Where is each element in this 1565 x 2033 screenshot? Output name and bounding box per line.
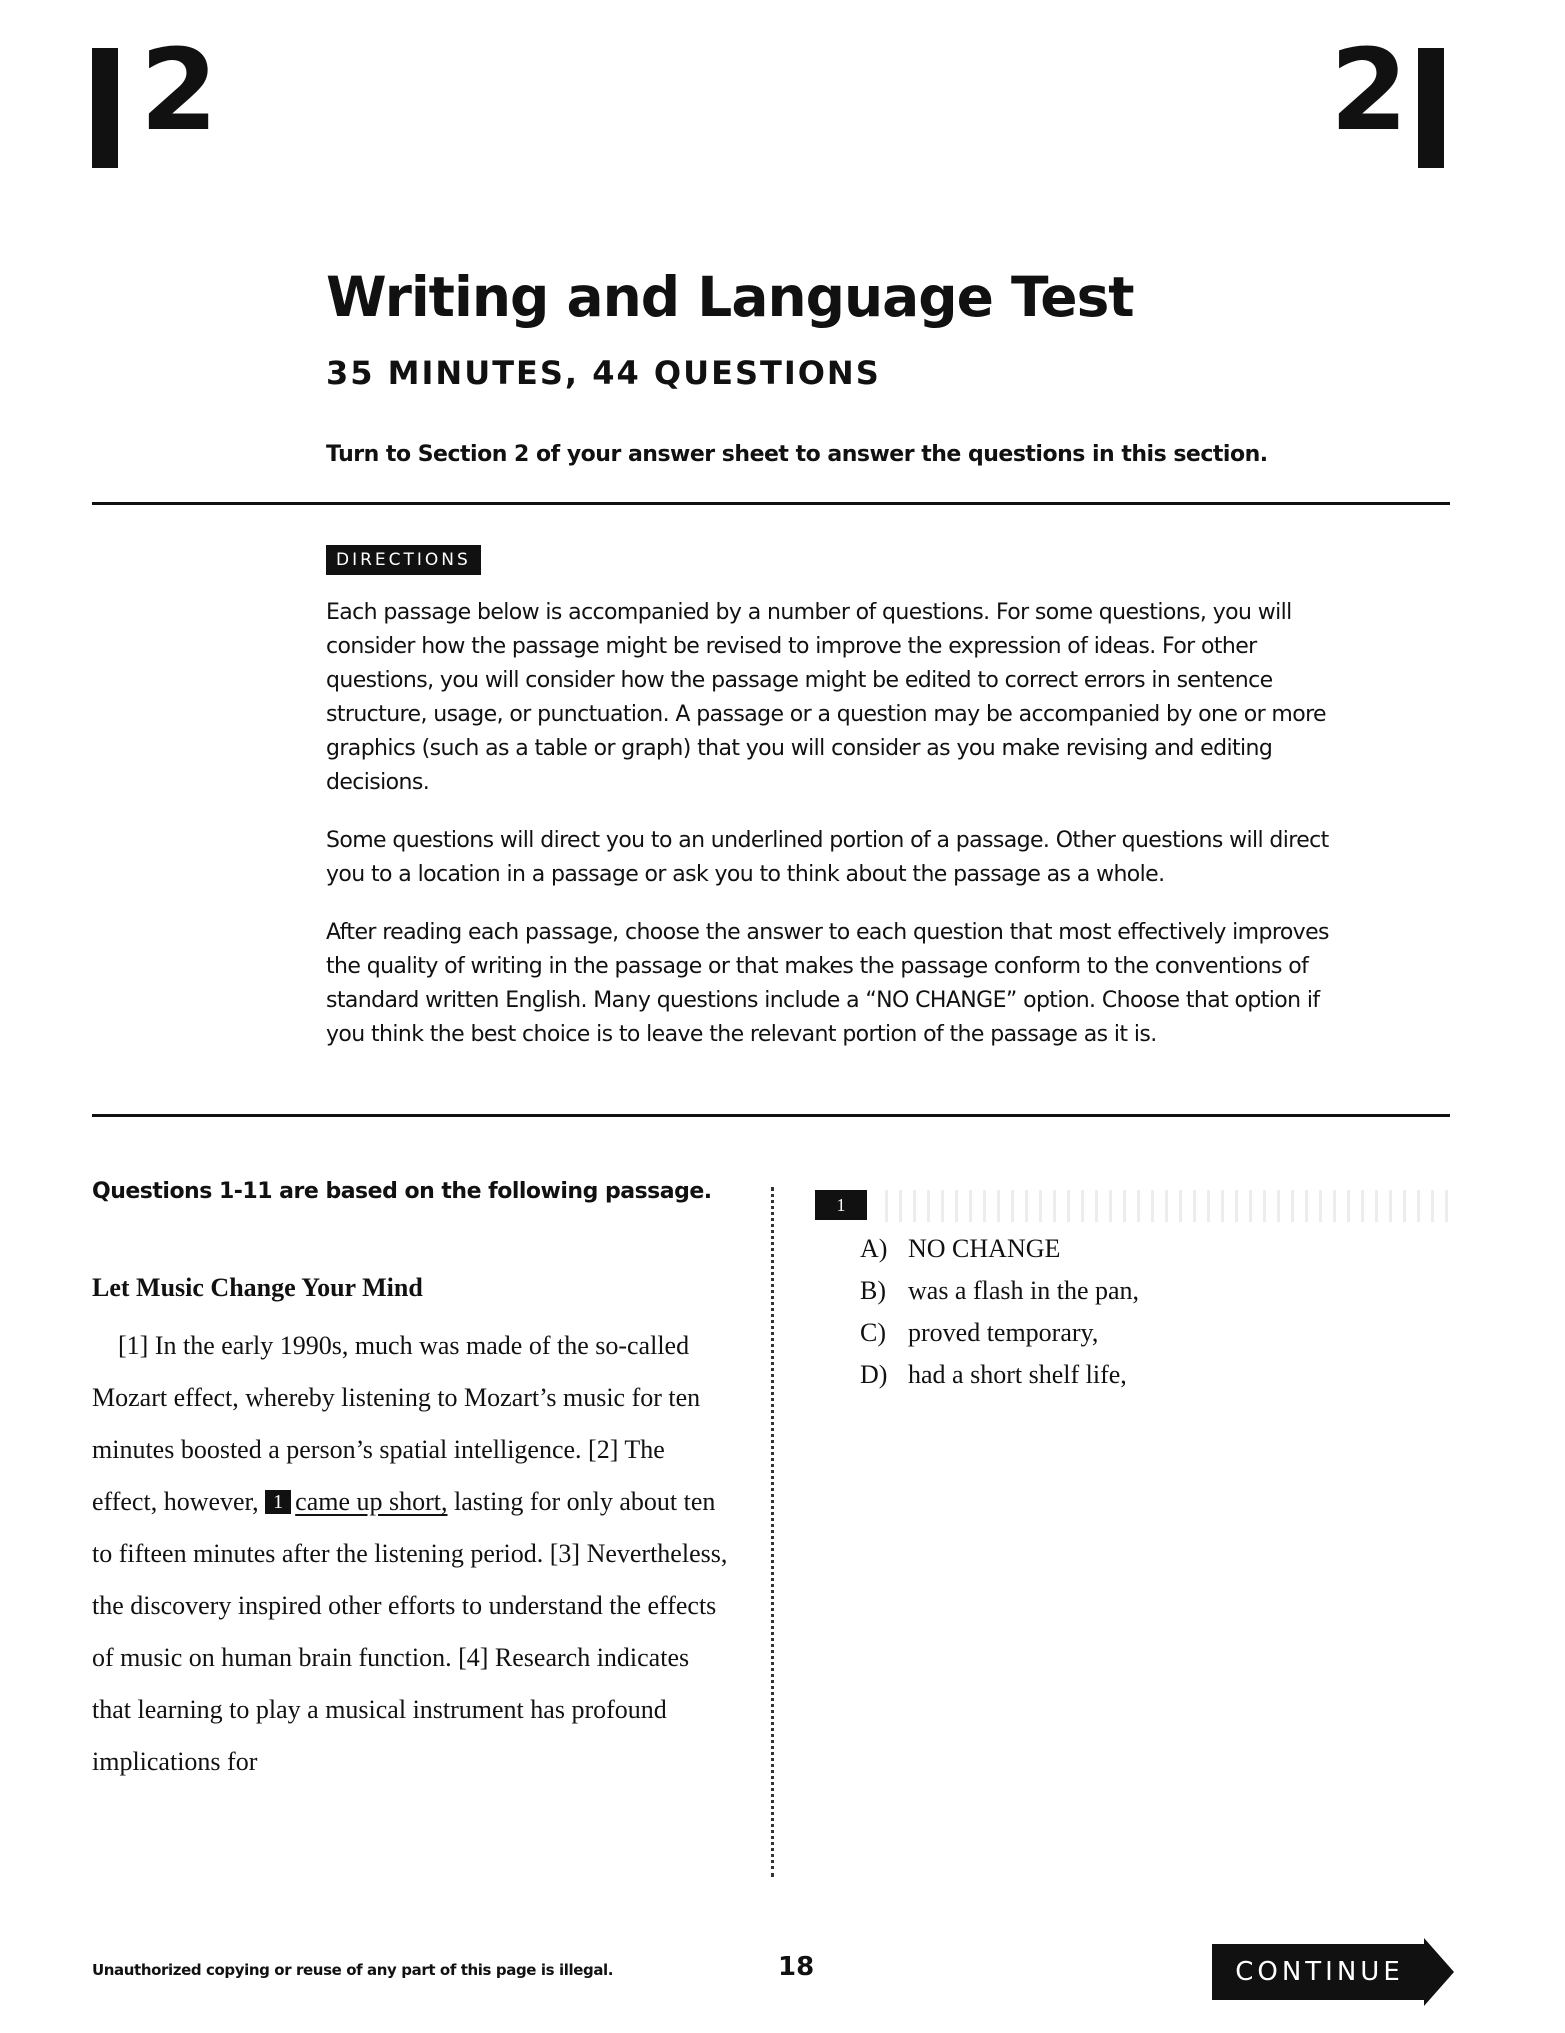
page-number: 18 xyxy=(778,1952,815,1982)
passage-text-after: lasting for only about ten to fifteen minutes after the listening period. [3] Nevertheless, the discovery inspired other efforts to understand the effects of music on human brain function. [4] Research indicates that learning to play a musical instrument has profound implications for xyxy=(92,1487,728,1776)
column-divider xyxy=(771,1187,774,1877)
bottom-divider xyxy=(92,1114,1450,1117)
section-instruction: Turn to Section 2 of your answer sheet to answer the questions in this section. xyxy=(326,442,1268,467)
passage-intro: Questions 1-11 are based on the following passage. xyxy=(92,1179,712,1204)
directions-paragraph-3: After reading each passage, choose the answer to each question that most effectively improves the quality of writing in the passage or that makes the passage conform to the conventions of standard written English. Many questions include a “NO CHANGE” option. Choose that option if you think the best choice is to leave the relevant portion of the passage as it is. xyxy=(326,920,1329,1047)
answer-option[interactable] xyxy=(860,1270,1139,1312)
section-number-right: 2 xyxy=(1330,26,1408,156)
option-text: had a short shelf life, xyxy=(908,1360,1127,1389)
answer-option[interactable] xyxy=(860,1354,1139,1396)
directions-paragraph-2: Some questions will direct you to an underlined portion of a passage. Other questions will direct you to a location in a passage or ask you to think about the passage as a whole. xyxy=(326,828,1329,887)
option-text: NO CHANGE xyxy=(908,1234,1061,1263)
answer-option[interactable] xyxy=(860,1312,1139,1354)
answer-options xyxy=(860,1228,1139,1396)
option-letter: A) xyxy=(860,1234,888,1263)
underlined-portion-1[interactable]: came up short, xyxy=(295,1487,448,1516)
option-letter: B) xyxy=(860,1276,886,1305)
directions-paragraph-1: Each passage below is accompanied by a number of questions. For some questions, you will consider how the passage might be revised to improve the expression of ideas. For other questions, you will consider how the passage might be edited to correct errors in sentence structure, usage, or punctuation. A passage or a question may be accompanied by one or more graphics (such as a table or graph) that you will consider as you make revising and editing decisions. xyxy=(326,600,1326,795)
section-marker-bar-left xyxy=(92,48,118,168)
passage-title: Let Music Change Your Mind xyxy=(92,1273,423,1302)
arrow-right-icon xyxy=(1424,1938,1454,2006)
passage-body xyxy=(92,1320,732,1788)
section-number-left: 2 xyxy=(140,26,218,156)
question-marker-1[interactable]: 1 xyxy=(265,1490,291,1514)
top-divider xyxy=(92,502,1450,505)
copyright-notice: Unauthorized copying or reuse of any part of this page is illegal. xyxy=(92,1961,614,1979)
question-number-box: 1 xyxy=(815,1190,867,1220)
continue-label: CONTINUE xyxy=(1212,1944,1427,2000)
test-timing-subtitle: 35 MINUTES, 44 QUESTIONS xyxy=(326,354,881,392)
scan-artifact xyxy=(885,1190,1455,1222)
passage-text-before: [1] In the early 1990s, much was made of the so-called Mozart effect, whereby listening to Mozart’s music for ten minutes boosted a person’s spatial intelligence. [2] The effect, however, xyxy=(92,1331,701,1516)
page-title: Writing and Language Test xyxy=(326,265,1134,329)
option-text: proved temporary, xyxy=(908,1318,1099,1347)
option-letter: C) xyxy=(860,1318,886,1347)
continue-arrow xyxy=(1212,1944,1452,2000)
directions-label: DIRECTIONS xyxy=(326,545,481,575)
section-marker-bar-right xyxy=(1418,48,1444,168)
answer-option[interactable] xyxy=(860,1228,1139,1270)
option-text: was a flash in the pan, xyxy=(908,1276,1140,1305)
option-letter: D) xyxy=(860,1360,888,1389)
